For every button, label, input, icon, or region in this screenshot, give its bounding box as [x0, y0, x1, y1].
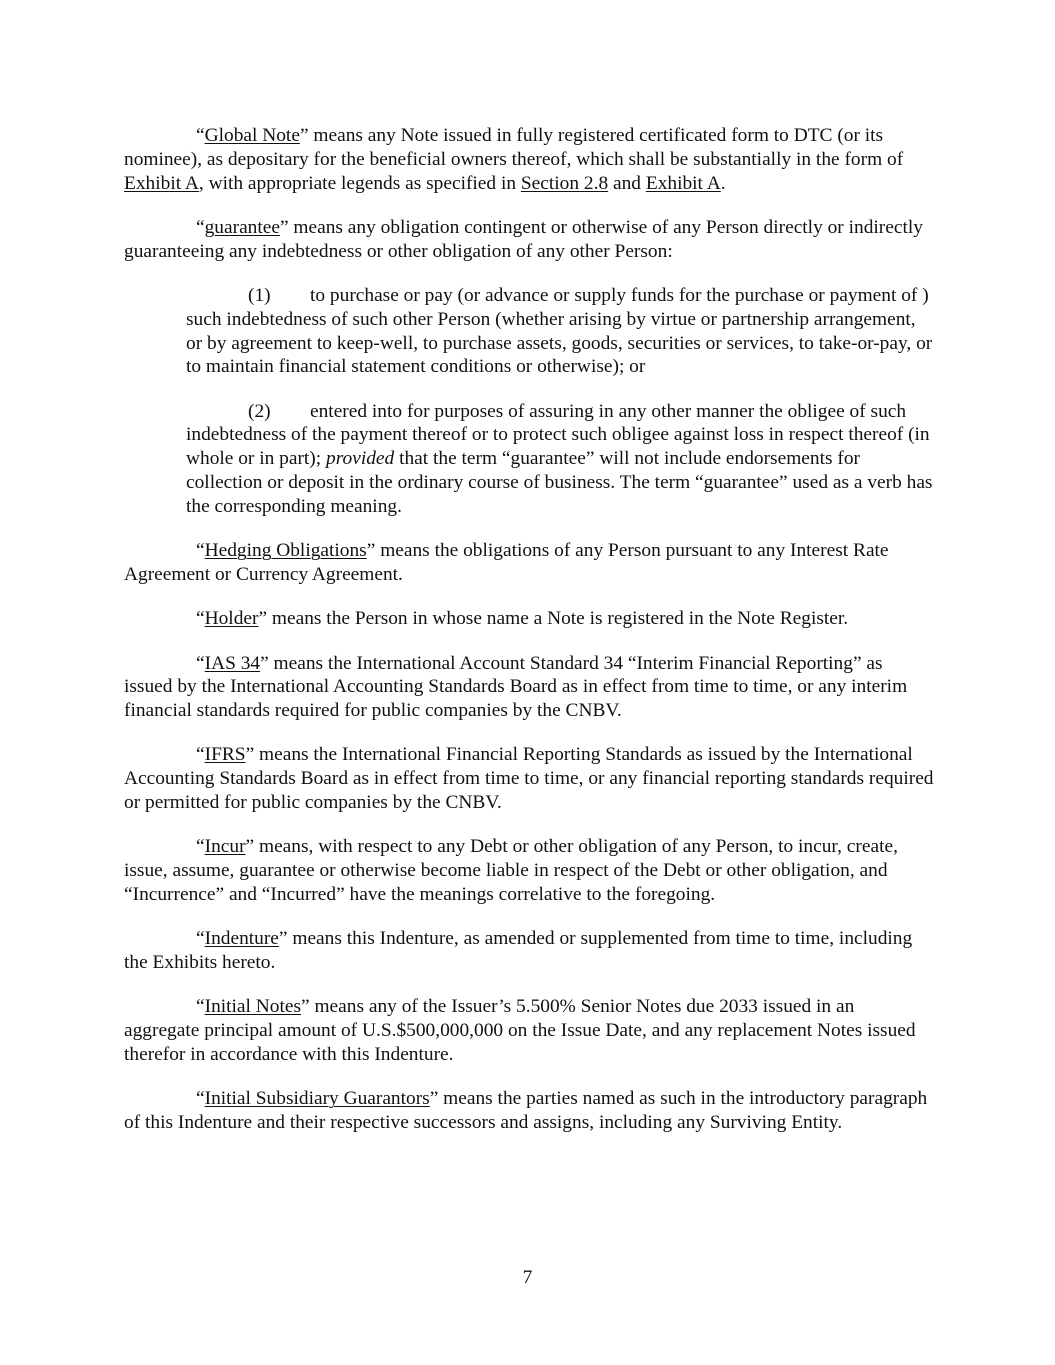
defined-term: Global Note — [204, 125, 300, 146]
definition-text: means the Person in whose name a Note is registered in the Note Register. — [267, 608, 849, 630]
close-quote: ” — [299, 125, 309, 146]
defined-term: Incur — [204, 836, 246, 858]
defined-term: IAS 34 — [204, 652, 261, 674]
clause-text: that the term “guarantee” will not include endorsements for collection or deposit in the ordinary course of business. The term “guarantee” used as a verb has the corresponding meaning. — [186, 448, 933, 517]
close-quote: ” — [278, 928, 288, 950]
clause-number: (1) — [248, 284, 271, 306]
close-quote: ” — [429, 1088, 439, 1110]
clause-text: to purchase or pay (or advance or supply funds for the purchase or payment of ) such indebtedness of such other Person (whether arising by virtue or partnership arrangement, or by agreement to keep-well, to purchase assets, goods, securities or services, to take-or-pay, or to maintain financial statement conditions or otherwise); or — [186, 284, 933, 378]
definition-text: . — [720, 172, 726, 194]
clause-number: (2) — [248, 400, 271, 422]
definition-incur — [124, 835, 934, 906]
close-quote: ” — [245, 836, 255, 858]
exhibit-a-reference[interactable]: Exhibit A — [124, 172, 199, 194]
definition-text: and — [608, 172, 646, 194]
definition-text: means the obligations of any Person pursuant to any Interest Rate Agreement or Currency Agreement. — [124, 540, 889, 585]
definition-text: means any Note issued in fully registered certificated form to DTC (or its nominee), as depositary for the beneficial owners thereof, which shall be substantially in the form of — [124, 125, 904, 170]
exhibit-a-reference[interactable]: Exhibit A — [645, 172, 721, 194]
definition-text: means, with respect to any Debt or other obligation of any Person, to incur, create, issue, assume, guarantee or otherwise become liable in respect of the Debt or other obligation, and “Incurrence” and “Incurred” have the meanings correlative to the foregoing. — [124, 836, 898, 905]
open-quote: “ — [196, 125, 205, 146]
definition-text: means any obligation contingent or otherwise of any Person directly or indirectly guaranteeing any indebtedness or other obligation of any other Person: — [124, 216, 923, 262]
defined-term: Initial Notes — [204, 996, 302, 1018]
definition-text: , with appropriate legends as specified in — [198, 172, 521, 194]
close-quote: ” — [258, 608, 268, 630]
guarantee-clause-1 — [186, 284, 934, 379]
section-2-8-reference[interactable]: Section 2.8 — [520, 172, 609, 194]
defined-term: guarantee — [204, 216, 280, 238]
definition-indenture — [124, 927, 934, 975]
italic-provided: provided — [326, 448, 395, 470]
open-quote: “ — [196, 216, 205, 238]
clause-text: entered into for purposes of assuring in any other manner the obligee of such indebtedness of the payment thereof or to protect such obligee against loss in respect thereof (in whole or in part); — [186, 400, 930, 470]
open-quote: “ — [196, 744, 205, 766]
definition-initial-subsidiary-guarantors — [124, 1087, 934, 1135]
open-quote: “ — [196, 540, 205, 562]
definition-global-note — [124, 124, 934, 195]
close-quote: ” — [279, 216, 289, 238]
defined-term: Hedging Obligations — [204, 540, 367, 562]
close-quote: ” — [366, 540, 376, 562]
close-quote: ” — [260, 652, 269, 674]
definition-initial-notes — [124, 995, 934, 1066]
definition-text: means the International Account Standard 34 “Interim Financial Reporting” as issued by the International Accounting Standards Board as in effect from time to time, or any interim financial standards required for public companies by the CNBV. — [124, 652, 908, 722]
defined-term: Indenture — [204, 928, 279, 950]
open-quote: “ — [196, 928, 205, 950]
defined-term: IFRS — [204, 744, 246, 766]
close-quote: ” — [245, 744, 255, 766]
definition-text: means this Indenture, as amended or supplemented from time to time, including the Exhibits hereto. — [124, 928, 913, 974]
page-number: 7 — [522, 1267, 533, 1288]
definition-hedging-obligations — [124, 539, 934, 587]
document-page — [124, 124, 934, 1155]
definition-ias-34 — [124, 652, 934, 723]
definition-ifrs — [124, 743, 934, 814]
open-quote: “ — [196, 836, 205, 858]
open-quote: “ — [196, 996, 205, 1018]
defined-term: Initial Subsidiary Guarantors — [204, 1088, 430, 1110]
guarantee-clause-2 — [186, 400, 934, 519]
open-quote: “ — [196, 1088, 205, 1110]
definition-text: means the parties named as such in the introductory paragraph of this Indenture and their respective successors and assigns, including any Surviving Entity. — [124, 1088, 928, 1133]
definition-text: means the International Financial Reporting Standards as issued by the International Accounting Standards Board as in effect from time to time, or any financial reporting standards required or permitted for public companies by the CNBV. — [124, 744, 934, 814]
close-quote: ” — [301, 996, 310, 1018]
definition-text: means any of the Issuer’s 5.500% Senior Notes due 2033 issued in an aggregate principal amount of U.S.$500,000,000 on the Issue Date, and any replacement Notes issued therefor in accordance with this Indenture. — [124, 996, 916, 1065]
definition-holder — [124, 607, 934, 631]
open-quote: “ — [196, 652, 205, 674]
open-quote: “ — [196, 608, 205, 630]
definition-guarantee — [124, 216, 934, 264]
defined-term: Holder — [204, 608, 259, 630]
